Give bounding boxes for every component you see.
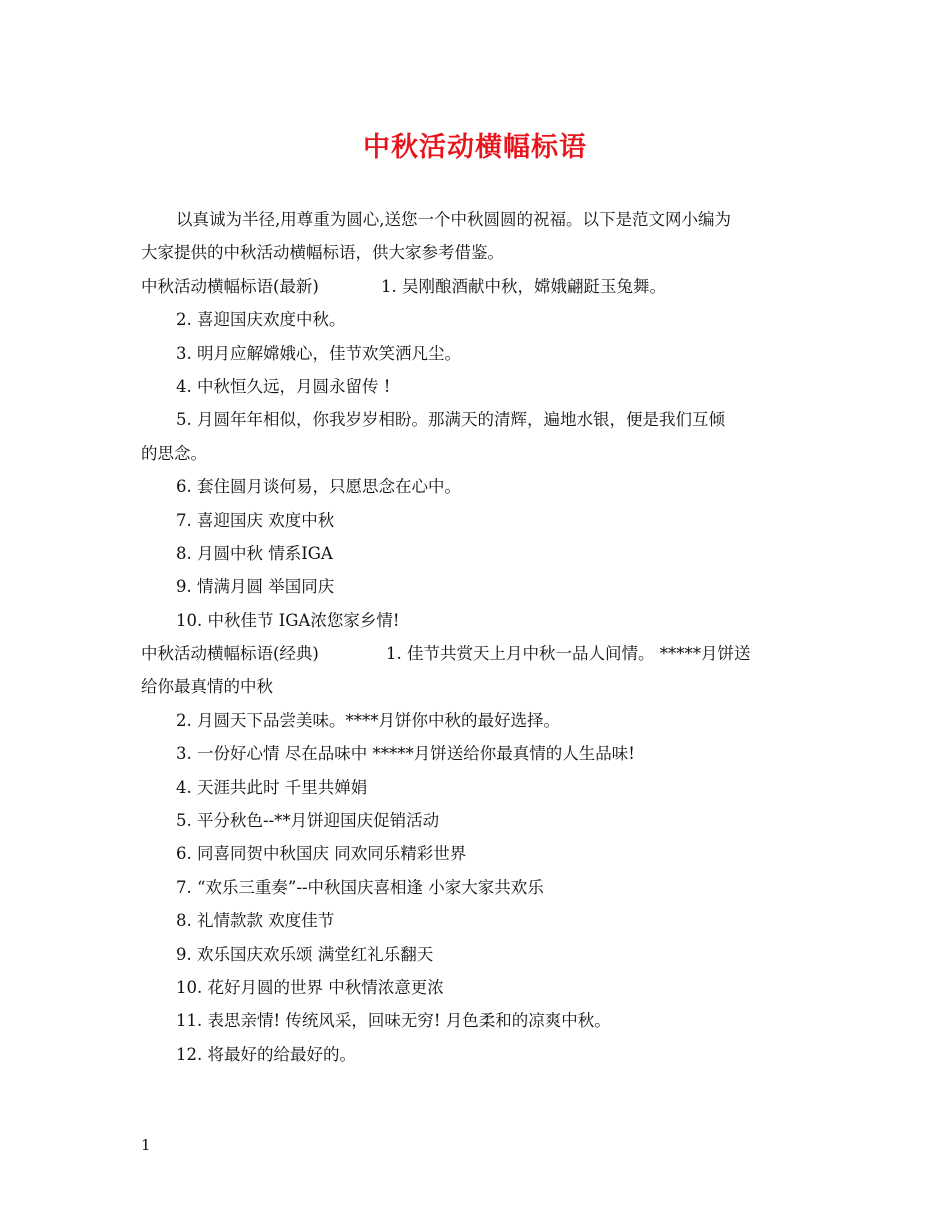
list-item: 1. 佳节共赏天上月中秋一品人间情。 *****月饼送 [386, 644, 751, 664]
section-heading-text: 中秋活动横幅标语(经典) [141, 644, 319, 664]
list-item: 6. 套住圆月谈何易，只愿思念在心中。 [176, 477, 461, 497]
list-item: 7. 喜迎国庆 欢度中秋 [176, 510, 335, 530]
list-item: 7. “欢乐三重奏”--中秋国庆喜相逢 小家大家共欢乐 [176, 877, 544, 897]
list-item: 11. 表思亲情! 传统风采，回味无穷! 月色柔和的凉爽中秋。 [176, 1011, 611, 1031]
list-item-continuation: 的思念。 [141, 443, 207, 463]
list-item: 10. 中秋佳节 IGA浓您家乡情! [176, 610, 400, 630]
list-item: 12. 将最好的给最好的。 [176, 1044, 356, 1064]
list-item: 9. 欢乐国庆欢乐颂 满堂红礼乐翻天 [176, 944, 434, 964]
list-item: 1. 吴刚酿酒献中秋，嫦娥翩跹玉兔舞。 [381, 276, 666, 296]
section-heading-classic [141, 637, 813, 670]
section-heading-latest [141, 270, 813, 303]
list-item: 8. 礼情款款 欢度佳节 [176, 911, 335, 931]
list-item-continuation: 给你最真情的中秋 [141, 677, 273, 697]
section-heading-text: 中秋活动横幅标语(最新) [141, 276, 319, 296]
list-item: 9. 情满月圆 举国同庆 [176, 577, 335, 597]
intro-line: 大家提供的中秋活动横幅标语，供大家参考借鉴。 [141, 243, 504, 263]
list-item: 8. 月圆中秋 情系IGA [176, 543, 333, 563]
list-item: 5. 月圆年年相似，你我岁岁相盼。那满天的清辉，遍地水银，便是我们互倾 [176, 410, 725, 430]
list-item: 6. 同喜同贺中秋国庆 同欢同乐精彩世界 [176, 844, 467, 864]
list-item: 2. 喜迎国庆欢度中秋。 [176, 310, 346, 330]
list-item: 4. 天涯共此时 千里共婵娟 [176, 777, 368, 797]
list-item: 2. 月圆天下品尝美味。****月饼你中秋的最好选择。 [176, 710, 560, 730]
list-item: 10. 花好月圆的世界 中秋情浓意更浓 [176, 977, 444, 997]
list-item: 4. 中秋恒久远，月圆永留传 ! [176, 376, 391, 396]
list-item: 3. 明月应解嫦娥心，佳节欢笑洒凡尘。 [176, 343, 461, 363]
list-item: 3. 一份好心情 尽在品味中 *****月饼送给你最真情的人生品味! [176, 744, 635, 764]
page-number: 1 [141, 1136, 151, 1154]
document-body [141, 203, 813, 1071]
list-item: 5. 平分秋色--**月饼迎国庆促销活动 [176, 811, 440, 831]
intro-line: 以真诚为半径,用尊重为圆心,送您一个中秋圆圆的祝福。以下是范文网小编为 [176, 210, 731, 229]
document-title: 中秋活动横幅标语 [363, 132, 587, 163]
